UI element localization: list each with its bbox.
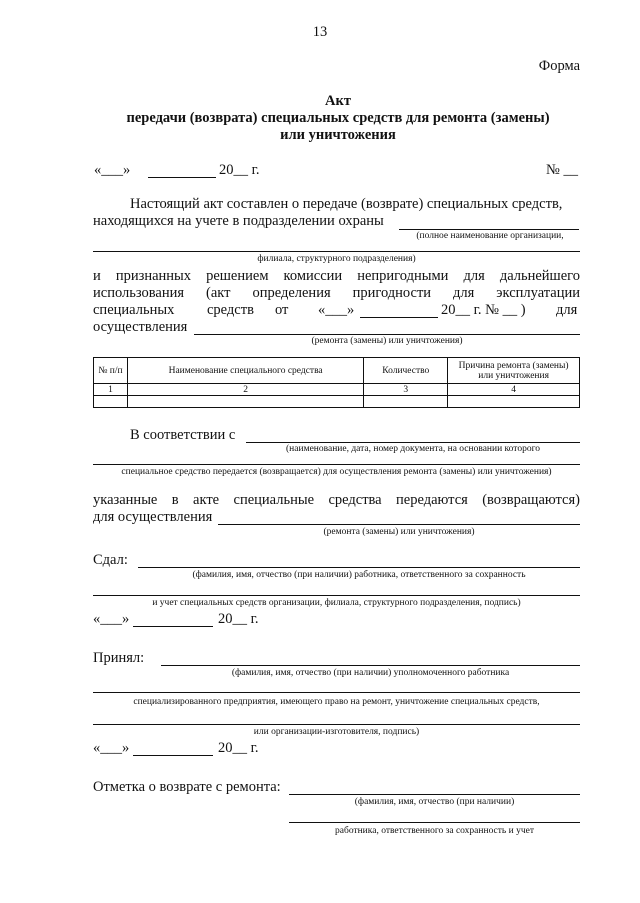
header-reason: Причина ремонта (замены) или уничтожения — [448, 358, 580, 384]
date-month-line — [148, 177, 216, 178]
caption-received-2: специализированного предприятия, имеющего право на ремонт, уничтожение специальных средств, — [133, 697, 540, 707]
caption-organization: (полное наименование организации, — [416, 231, 564, 241]
accordance-line-3: для осуществления — [93, 509, 213, 525]
caption-branch: филиала, структурного подразделения) — [257, 254, 416, 264]
handed-date-open: «___» — [93, 611, 130, 627]
title-line-3: или уничтожения — [280, 127, 396, 143]
return-mark-label: Отметка о возврате с ремонта: — [93, 779, 281, 795]
recognized-year-number: 20__ г. № __ ) — [441, 302, 526, 318]
header-quantity: Количество — [364, 358, 448, 384]
recognized-date-line — [360, 317, 438, 318]
return-mark-line — [289, 794, 580, 795]
intro-line-2: находящихся на учете в подразделении охраны — [93, 213, 384, 229]
caption-received-3: или организации-изготовителя, подпись) — [253, 727, 420, 737]
caption-received-1: (фамилия, имя, отчество (при наличии) уполномоченного работника — [231, 668, 510, 678]
caption-purpose: (ремонта (замены) или уничтожения) — [311, 336, 463, 346]
title-line-2: передачи (возврата) специальных средств для ремонта (замены) — [126, 110, 550, 126]
recognized-word-2: средств — [207, 302, 254, 318]
act-number: № __ — [546, 162, 578, 178]
purpose-line — [194, 334, 580, 335]
handed-date-year: 20__ г. — [218, 611, 259, 627]
received-date-year: 20__ г. — [218, 740, 259, 756]
recognized-line-1: и признанных решением комиссии непригодными для дальнейшего — [93, 268, 580, 284]
document-line — [246, 442, 580, 443]
caption-document-2: специальное средство передается (возвращается) для осуществления ремонта (замены) или уничтожения) — [121, 467, 552, 477]
header-name: Наименование специального средства — [127, 358, 363, 384]
intro-line-1: Настоящий акт составлен о передаче (возврате) специальных средств, — [130, 196, 563, 212]
title-line-1: Акт — [325, 93, 351, 109]
return-mark-line-2 — [289, 822, 580, 823]
accordance-line-2: указанные в акте специальные средства передаются (возвращаются) — [93, 492, 580, 508]
date-year: 20__ г. — [219, 162, 260, 178]
branch-line — [93, 251, 580, 252]
page-number: 13 — [312, 24, 328, 40]
recognized-line-2: использования (акт определения пригодности для эксплуатации — [93, 285, 580, 301]
header-number: № п/п — [94, 358, 128, 384]
caption-return-2: работника, ответственного за сохранность и учет — [335, 826, 534, 836]
organization-line — [399, 229, 579, 230]
document-line-2 — [93, 464, 580, 465]
table-row — [94, 384, 580, 396]
table-header-row — [94, 358, 580, 384]
purpose-line-2 — [218, 524, 580, 525]
handed-line-2 — [93, 595, 580, 596]
form-label: Форма — [538, 58, 580, 74]
col-number-4: 4 — [448, 384, 580, 396]
accordance-line-1: В соответствии с — [130, 427, 236, 443]
special-means-table — [93, 357, 580, 408]
date-open: «___» — [94, 162, 131, 178]
received-line-3 — [93, 724, 580, 725]
caption-return-1: (фамилия, имя, отчество (при наличии) — [354, 797, 515, 807]
col-number-3: 3 — [364, 384, 448, 396]
caption-handed-1: (фамилия, имя, отчество (при наличии) работника, ответственного за сохранность — [192, 570, 526, 580]
handed-date-line — [133, 626, 213, 627]
caption-handed-2: и учет специальных средств организации, филиала, структурного подразделения, подпись) — [152, 598, 521, 608]
received-label: Принял: — [93, 650, 145, 666]
received-date-line — [133, 755, 213, 756]
received-line — [161, 665, 580, 666]
recognized-word-for: для — [556, 302, 578, 318]
handed-label: Сдал: — [93, 552, 128, 568]
col-number-2: 2 — [127, 384, 363, 396]
handed-line — [138, 567, 580, 568]
recognized-line-4: осуществления — [93, 319, 188, 335]
recognized-word-3: от — [275, 302, 289, 318]
received-date-open: «___» — [93, 740, 130, 756]
received-line-2 — [93, 692, 580, 693]
col-number-1: 1 — [94, 384, 128, 396]
recognized-word-1: специальных — [93, 302, 175, 318]
caption-purpose-2: (ремонта (замены) или уничтожения) — [323, 527, 475, 537]
caption-document: (наименование, дата, номер документа, на основании которого — [286, 444, 540, 454]
recognized-date-open: «___» — [318, 302, 355, 318]
table-row — [94, 396, 580, 408]
